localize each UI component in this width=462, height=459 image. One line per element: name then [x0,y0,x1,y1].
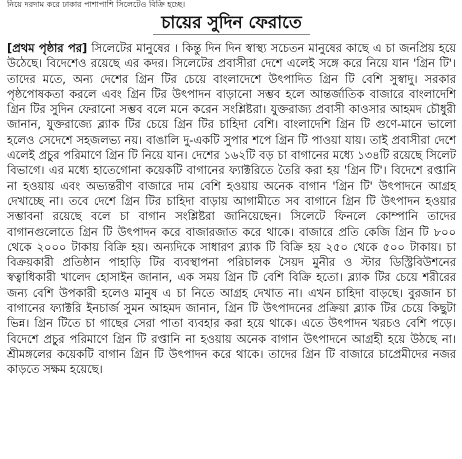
article-paragraph: সিলেটের মানুষের । কিন্তু দিন দিন স্বাস্থ্য সচেতন মানুষের কাছে এ চা জনপ্রিয় হয়ে উঠেছে। বিদেশেও রয়েছে এর কদর। সিলেটের প্রবাসীরা দেশে এলেই সঙ্গে করে নিয়ে যান 'গ্রিন টি'। তাদের মতে, অন্য দেশের গ্রিন টির চেয়ে বাংলাদেশে উৎপাদিত গ্রিন টি বেশি সুস্বাদু। সরকার পৃষ্ঠপোষকতা করলে এবং গ্রিন টির উৎপাদন বাড়ানো সম্ভব হলে আন্তর্জাতিক বাজারে বাংলাদেশি গ্রিন টির সুদিন ফেরানো সম্ভব বলে মনে করেন সংশ্লিষ্টরা। যুক্তরাজ্য প্রবাসী কাওসার আহমদ চৌধুরী জানান, যুক্তরাজ্যে ব্ল্যাক টির চেয়ে গ্রিন টির চাহিদা বেশি। বাংলাদেশি গ্রিন টি গুণে-মানে ভালো হলেও সেদেশে সহজলভ্য নয়। বাঙালি দু-একটি সুপার শপে গ্রিন টি পাওয়া যায়। তাই প্রবাসীরা দেশে এলেই প্রচুর পরিমাণে গ্রিন টি নিয়ে যান। দেশের ১৬২টি বড় চা বাগানের মধ্যে ১৩৪টি রয়েছে সিলেট বিভাগে। এর মধ্যে হাতেগোনা কয়েকটি বাগানের ফ্যাক্টরিতে তৈরি করা হয় 'গ্রিন টি'। বিদেশে রপ্তানি না হওয়ায় এবং অভ্যন্তরীণ বাজারে দাম বেশি হওয়ায় অনেক বাগান 'গ্রিন টি' উৎপাদনে আগ্রহ দেখাচ্ছে না। তবে দেশে গ্রিন টির চাহিদা বাড়ায় আগামীতে সব বাগানে গ্রিন টি উৎপাদন হওয়ার সম্ভাবনা রয়েছে বলে চা বাগান সংশ্লিষ্টরা জানিয়েছেন। সিলেটে ফিনলে কোম্পানি তাদের বাগানগুলোতে গ্রিন টি উৎপাদন করে বাজারজাত করে থাকে। বাজারে প্রতি কেজি গ্রিন টি ৮০০ থেকে ২০০০ টাকায় বিক্রি হয়। অন্যদিকে সাধারণ ব্ল্যাক টি বিক্রি হয় ২৫০ থেকে ৫০০ টাকায়। চা বিক্রয়কারী প্রতিষ্ঠান পাহাড়ি টির ব্যবস্থাপনা পরিচালক সৈয়দ মুনীর ও স্টার ডিস্ট্রিবিউশনের স্বত্বাধিকারী খালেদ হোসাইন জানান, এক সময় গ্রিন টি বেশি বিক্রি হতো। ব্ল্যাক টির চেয়ে শরীরের জন্য বেশি উপকারী হলেও মানুষ এ চা নিতে আগ্রহ দেখাত না। এখন চাহিদা বাড়ছে। বুরজান চা বাগানের ফ্যাক্টরি ইনচার্জ সুমন আহমদ জানান, গ্রিন টি উৎপাদনের প্রক্রিয়া ব্ল্যাক টির চেয়ে কিছুটা ভিন্ন। গ্রিন টিতে চা গাছের সেরা পাতা ব্যবহার করা হয়ে থাকে। এতে উৎপাদন খরচও বেশি পড়ে। বিদেশে প্রচুর পরিমাণে গ্রিন টি রপ্তানি না হওয়ায় অনেক বাগান উৎপাদনে আগ্রহী হয়ে উঠছে না। শ্রীমঙ্গলের কয়েকটি বাগান গ্রিন টি উৎপাদন করে থাকে। তাদের গ্রিন টি বাজারে চাপ্রেমীদের নজর কাড়তে সক্ষম হয়েছে। [7,41,456,377]
continuation-kicker: [প্রথম পৃষ্ঠার পর] [7,41,88,55]
headline-container [7,9,456,37]
article-body [7,41,456,378]
article-headline: চায়ের সুদিন ফেরাতে [153,12,310,35]
previous-article-text: নিয়ে দরদাম করে ঢাকার পাশাপাশি সিলেটেও বিক্রি হচ্ছে। [7,0,186,9]
